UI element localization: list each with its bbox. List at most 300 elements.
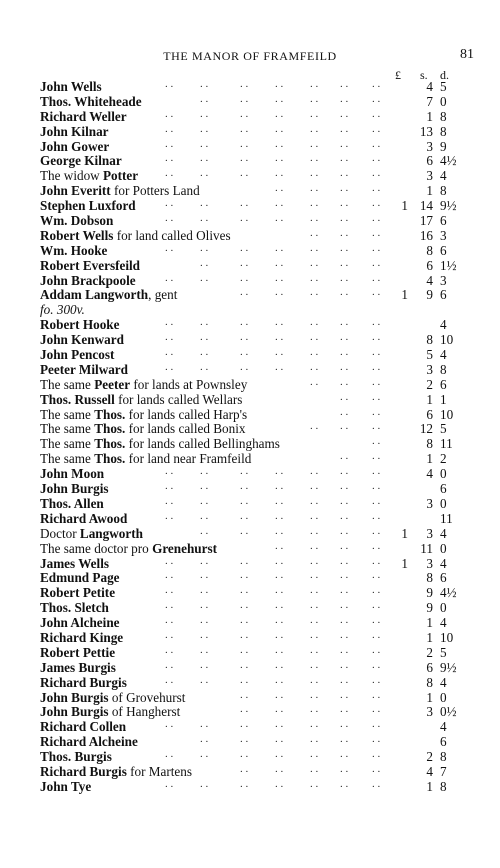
leader-dot: . . xyxy=(372,212,381,225)
leader-dot: . . xyxy=(340,197,349,210)
entry-name xyxy=(40,422,245,437)
leader-dot: . . xyxy=(240,569,249,582)
entry-name xyxy=(40,259,140,274)
leader-dot: . . xyxy=(340,733,349,746)
entry-name-part: Peeter xyxy=(94,376,131,392)
leader-dot: . . xyxy=(372,241,381,254)
pence-value: 8 xyxy=(440,123,447,139)
pence-value: 4 xyxy=(440,347,447,363)
entry-name-part: John Burgis xyxy=(40,704,109,720)
leader-dot: . . xyxy=(200,331,209,344)
leader-dot: . . xyxy=(372,375,381,388)
leader-dot: . . xyxy=(340,673,349,686)
leader-dot: . . xyxy=(200,107,209,120)
entry-name-part: Thos. xyxy=(94,436,126,452)
shillings-value: 8 xyxy=(426,332,433,348)
pence-value: 0 xyxy=(440,495,447,511)
leader-dot: . . xyxy=(275,107,284,120)
leader-dot: . . xyxy=(372,658,381,671)
rent-roll-entry xyxy=(0,92,500,110)
entry-name xyxy=(40,125,109,140)
leader-dot: . . xyxy=(310,524,319,537)
leader-dot: . . xyxy=(340,494,349,507)
leader-dot: . . xyxy=(200,78,209,90)
leader-dot: . . xyxy=(372,688,381,701)
leader-dot: . . xyxy=(240,703,249,716)
leader-dot: . . xyxy=(240,688,249,701)
leader-dot: . . xyxy=(310,316,319,329)
leader-dot: . . xyxy=(275,92,284,105)
leader-dot: . . xyxy=(310,331,319,344)
entry-name xyxy=(40,184,200,199)
pounds-value: 1 xyxy=(401,198,408,214)
leader-dot: . . xyxy=(275,509,284,522)
pence-value: 1 xyxy=(440,391,447,407)
entry-name xyxy=(40,408,247,423)
leader-dot: . . xyxy=(200,777,209,790)
shillings-value: 17 xyxy=(419,213,433,229)
leader-dot: . . xyxy=(200,599,209,612)
leader-dot: . . xyxy=(310,212,319,225)
leader-dot: . . xyxy=(240,271,249,284)
leader-dot: . . xyxy=(275,346,284,359)
leader-dot: . . xyxy=(165,78,174,90)
entry-name-part: Thos. Russell xyxy=(40,391,115,407)
leader-dot: . . xyxy=(340,405,349,418)
leader-dot: . . xyxy=(372,599,381,612)
pence-column-header: d. xyxy=(440,68,449,82)
rent-roll-entry xyxy=(0,154,500,169)
rent-roll-entry xyxy=(0,524,500,542)
leader-dot: . . xyxy=(310,271,319,284)
shillings-value: 9 xyxy=(426,600,433,616)
leader-dot: . . xyxy=(240,316,249,329)
leader-dot: . . xyxy=(310,569,319,582)
leader-dot: . . xyxy=(275,331,284,344)
leader-dot: . . xyxy=(340,658,349,671)
rent-roll-entry xyxy=(0,467,500,482)
leader-dot: . . xyxy=(200,554,209,567)
leader-dot: . . xyxy=(240,286,249,299)
pence-value: 6 xyxy=(440,734,447,750)
entry-name xyxy=(40,393,242,408)
leader-dot: . . xyxy=(240,658,249,671)
shillings-value: 6 xyxy=(426,153,433,169)
leader-dot: . . xyxy=(275,494,284,507)
leader-dot: . . xyxy=(340,509,349,522)
shillings-value: 3 xyxy=(426,704,433,720)
leader-dot: . . xyxy=(372,703,381,716)
entry-name xyxy=(40,95,142,110)
entry-name xyxy=(40,244,107,259)
leader-dot: . . xyxy=(340,316,349,329)
entry-name-part: Richard Alcheine xyxy=(40,734,138,750)
leader-dot: . . xyxy=(310,346,319,359)
entry-name-part: Robert Hooke xyxy=(40,317,120,333)
pence-value: 11 xyxy=(440,436,453,452)
leader-dot: . . xyxy=(340,614,349,627)
rent-roll-entry xyxy=(0,122,500,140)
entry-name-part: John Wells xyxy=(40,79,102,94)
leader-dot: . . xyxy=(310,733,319,746)
leader-dot: . . xyxy=(240,137,249,150)
leader-dot: . . xyxy=(275,673,284,686)
entry-name xyxy=(40,348,114,363)
leader-dot: . . xyxy=(200,137,209,150)
entry-name-part: Peeter Milward xyxy=(40,361,128,377)
leader-dot: . . xyxy=(275,316,284,329)
leader-dot: . . xyxy=(275,241,284,254)
leader-dot: . . xyxy=(240,241,249,254)
leader-dot: . . xyxy=(165,643,174,656)
entry-name xyxy=(40,646,115,661)
entry-name xyxy=(40,80,102,95)
leader-dot: . . xyxy=(310,539,319,552)
leader-dot: . . xyxy=(372,614,381,627)
pounds-value: 1 xyxy=(401,525,408,541)
rent-roll-entry xyxy=(0,199,500,214)
leader-dot: . . xyxy=(200,494,209,507)
rent-roll-entry xyxy=(0,241,500,259)
entry-name xyxy=(40,303,85,318)
shillings-value: 3 xyxy=(426,495,433,511)
leader-dot: . . xyxy=(200,92,209,105)
entry-name-part: The same doctor pro xyxy=(40,540,153,556)
leader-dot: . . xyxy=(200,584,209,597)
entry-name-part: The same xyxy=(40,421,95,437)
entry-name-part: James Burgis xyxy=(40,659,116,675)
rent-roll-entry xyxy=(0,390,500,408)
leader-dot: . . xyxy=(275,78,284,90)
leader-dot: . . xyxy=(372,271,381,284)
leader-dot: . . xyxy=(165,122,174,135)
rent-roll-entry xyxy=(0,288,500,303)
leader-dot: . . xyxy=(340,92,349,105)
entry-name-part: Thos. xyxy=(94,406,126,422)
shillings-value: 3 xyxy=(426,138,433,154)
leader-dot: . . xyxy=(165,599,174,612)
rent-roll-entry xyxy=(0,750,500,765)
entry-name-part: , gent xyxy=(148,287,178,303)
leader-dot: . . xyxy=(310,137,319,150)
pounds-value: 1 xyxy=(401,287,408,303)
shillings-value: 4 xyxy=(426,79,433,94)
rent-roll-entry xyxy=(0,318,500,333)
leader-dot: . . xyxy=(275,212,284,225)
entry-name-part: for Potters Land xyxy=(110,183,200,199)
leader-dot: . . xyxy=(275,599,284,612)
rent-roll-entry xyxy=(0,333,500,348)
leader-dot: . . xyxy=(340,718,349,731)
entry-name xyxy=(40,214,113,229)
leader-dot: . . xyxy=(240,107,249,120)
leader-dot: . . xyxy=(275,539,284,552)
leader-dot: . . xyxy=(372,480,381,493)
entry-name-part: Thos. Sletch xyxy=(40,600,109,616)
entry-name xyxy=(40,318,119,333)
leader-dot: . . xyxy=(275,197,284,210)
leader-dot: . . xyxy=(340,375,349,388)
shillings-value: 2 xyxy=(426,376,433,392)
leader-dot: . . xyxy=(340,107,349,120)
leader-dot: . . xyxy=(275,777,284,790)
leader-dot: . . xyxy=(165,554,174,567)
leader-dot: . . xyxy=(165,346,174,359)
leader-dot: . . xyxy=(372,494,381,507)
leader-dot: . . xyxy=(372,346,381,359)
leader-dot: . . xyxy=(275,658,284,671)
pounds-column-header: £ xyxy=(395,68,401,82)
leader-dot: . . xyxy=(340,643,349,656)
pence-value: 6 xyxy=(440,213,447,229)
rent-roll-entry xyxy=(0,628,500,646)
leader-dot: . . xyxy=(372,360,381,373)
leader-dot: . . xyxy=(340,688,349,701)
entry-name-part: John Moon xyxy=(40,466,105,482)
entry-name xyxy=(40,601,109,616)
leader-dot: . . xyxy=(165,628,174,641)
leader-dot: . . xyxy=(340,331,349,344)
pence-value: 4 xyxy=(440,168,447,184)
leader-dot: . . xyxy=(310,777,319,790)
leader-dot: . . xyxy=(200,241,209,254)
shillings-value: 13 xyxy=(419,123,433,139)
shillings-value: 1 xyxy=(426,108,433,124)
leader-dot: . . xyxy=(310,748,319,761)
leader-dot: . . xyxy=(310,78,319,90)
leader-dot: . . xyxy=(165,673,174,686)
entry-name-part: John Tye xyxy=(40,778,92,794)
leader-dot: . . xyxy=(240,777,249,790)
pounds-value: 1 xyxy=(401,555,408,571)
rent-roll-entry xyxy=(0,643,500,661)
leader-dot: . . xyxy=(165,137,174,150)
leader-dot: . . xyxy=(340,569,349,582)
leader-dot: . . xyxy=(200,673,209,686)
leader-dot: . . xyxy=(165,167,174,180)
shillings-value: 8 xyxy=(426,436,433,452)
leader-dot: . . xyxy=(372,316,381,329)
leader-dot: . . xyxy=(310,226,319,239)
leader-dot: . . xyxy=(340,465,349,478)
leader-dot: . . xyxy=(275,733,284,746)
entry-name-part: for land called Olives xyxy=(113,227,231,243)
rent-roll-list xyxy=(0,80,500,795)
leader-dot: . . xyxy=(340,152,349,165)
leader-dot: . . xyxy=(200,316,209,329)
entry-name-part: The same xyxy=(40,436,95,452)
rent-roll-entry xyxy=(0,586,500,601)
shillings-value: 3 xyxy=(426,361,433,377)
entry-name-part: Richard Weller xyxy=(40,108,127,124)
pence-value: 5 xyxy=(440,79,447,94)
pence-value: 1½ xyxy=(440,257,457,273)
entry-name-part: Richard Burgis xyxy=(40,674,127,690)
leader-dot: . . xyxy=(240,748,249,761)
pence-value: 4 xyxy=(440,674,447,690)
leader-dot: . . xyxy=(372,673,381,686)
rent-roll-entry xyxy=(0,226,500,244)
shillings-value: 2 xyxy=(426,749,433,765)
entry-name xyxy=(40,691,185,706)
entry-name xyxy=(40,512,127,527)
shillings-value: 9 xyxy=(426,585,433,601)
entry-name-part: Wm. Hooke xyxy=(40,242,108,258)
entry-name xyxy=(40,705,180,720)
leader-dot: . . xyxy=(310,643,319,656)
pence-value: 0½ xyxy=(440,704,457,720)
pence-value: 4 xyxy=(440,719,447,735)
entry-name-part: John Kilnar xyxy=(40,123,109,139)
rent-roll-entry xyxy=(0,494,500,512)
leader-dot: . . xyxy=(275,152,284,165)
leader-dot: . . xyxy=(340,122,349,135)
leader-dot: . . xyxy=(340,226,349,239)
entry-name xyxy=(40,363,128,378)
shillings-value: 4 xyxy=(426,466,433,482)
leader-dot: . . xyxy=(372,777,381,790)
entry-name xyxy=(40,274,136,289)
shillings-value: 6 xyxy=(426,406,433,422)
leader-dot: . . xyxy=(275,182,284,195)
rent-roll-entry xyxy=(0,169,500,184)
leader-dot: . . xyxy=(310,256,319,269)
rent-roll-entry xyxy=(0,256,500,274)
entry-name xyxy=(40,631,123,646)
leader-dot: . . xyxy=(275,167,284,180)
entry-name xyxy=(40,676,127,691)
leader-dot: . . xyxy=(240,256,249,269)
rent-roll-entry xyxy=(0,348,500,363)
entry-name-part: for lands called Bellinghams xyxy=(125,436,280,452)
leader-dot: . . xyxy=(372,628,381,641)
entry-name-part: Robert Eversfeild xyxy=(40,257,140,273)
rent-roll-entry xyxy=(0,271,500,289)
shillings-value: 16 xyxy=(419,227,433,243)
entry-name-part: The same xyxy=(40,406,95,422)
leader-dot: . . xyxy=(372,465,381,478)
entry-name-part: The widow xyxy=(40,168,103,184)
pence-value: 2 xyxy=(440,451,447,467)
leader-dot: . . xyxy=(340,137,349,150)
leader-dot: . . xyxy=(240,762,249,775)
leader-dot: . . xyxy=(165,658,174,671)
entry-name-part: John Brackpoole xyxy=(40,272,136,288)
leader-dot: . . xyxy=(340,212,349,225)
entry-name-part: Thos. Allen xyxy=(40,495,104,511)
rent-roll-entry xyxy=(0,554,500,572)
entry-name-part: Thos. xyxy=(94,451,126,467)
pence-value: 6 xyxy=(440,242,447,258)
leader-dot: . . xyxy=(372,584,381,597)
leader-dot: . . xyxy=(372,718,381,731)
leader-dot: . . xyxy=(165,614,174,627)
leader-dot: . . xyxy=(240,733,249,746)
entry-name xyxy=(40,482,109,497)
pence-value: 10 xyxy=(440,629,454,645)
leader-dot: . . xyxy=(240,480,249,493)
leader-dot: . . xyxy=(372,524,381,537)
pence-value: 6 xyxy=(440,481,447,497)
shillings-value: 1 xyxy=(426,778,433,794)
rent-roll-entry xyxy=(0,616,500,631)
rent-roll-entry xyxy=(0,303,500,318)
rent-roll-entry xyxy=(0,658,500,676)
leader-dot: . . xyxy=(310,658,319,671)
entry-name xyxy=(40,750,112,765)
leader-dot: . . xyxy=(310,554,319,567)
leader-dot: . . xyxy=(372,92,381,105)
leader-dot: . . xyxy=(310,614,319,627)
leader-dot: . . xyxy=(310,509,319,522)
entry-name-part: John Burgis xyxy=(40,481,109,497)
leader-dot: . . xyxy=(310,152,319,165)
entry-name-part: for lands called Harp's xyxy=(125,406,248,422)
rent-roll-entry xyxy=(0,777,500,795)
leader-dot: . . xyxy=(165,152,174,165)
shillings-value: 5 xyxy=(426,347,433,363)
leader-dot: . . xyxy=(200,509,209,522)
pence-value: 3 xyxy=(440,272,447,288)
leader-dot: . . xyxy=(165,718,174,731)
leader-dot: . . xyxy=(372,569,381,582)
entry-name xyxy=(40,467,104,482)
shillings-value: 8 xyxy=(426,570,433,586)
leader-dot: . . xyxy=(200,167,209,180)
leader-dot: . . xyxy=(240,673,249,686)
pence-value: 5 xyxy=(440,644,447,660)
leader-dot: . . xyxy=(200,718,209,731)
entry-name-part: Thos. Whiteheade xyxy=(40,93,142,109)
leader-dot: . . xyxy=(340,539,349,552)
leader-dot: . . xyxy=(275,762,284,775)
leader-dot: . . xyxy=(372,539,381,552)
pence-value: 8 xyxy=(440,108,447,124)
leader-dot: . . xyxy=(165,271,174,284)
leader-dot: . . xyxy=(372,733,381,746)
leader-dot: . . xyxy=(340,420,349,433)
leader-dot: . . xyxy=(310,673,319,686)
leader-dot: . . xyxy=(240,554,249,567)
leader-dot: . . xyxy=(310,688,319,701)
leader-dot: . . xyxy=(340,703,349,716)
leader-dot: . . xyxy=(165,197,174,210)
rent-roll-entry xyxy=(0,688,500,706)
pence-value: 8 xyxy=(440,361,447,377)
entry-name-part: fo. 300v. xyxy=(40,302,85,318)
leader-dot: . . xyxy=(165,212,174,225)
leader-dot: . . xyxy=(372,509,381,522)
entry-name xyxy=(40,780,91,795)
leader-dot: . . xyxy=(310,494,319,507)
entry-name-part: Edmund Page xyxy=(40,570,120,586)
leader-dot: . . xyxy=(240,212,249,225)
leader-dot: . . xyxy=(372,450,381,463)
shillings-value: 1 xyxy=(426,391,433,407)
entry-name-part: Langworth xyxy=(79,525,143,541)
entry-name-part: James Wells xyxy=(40,555,109,571)
leader-dot: . . xyxy=(275,271,284,284)
leader-dot: . . xyxy=(310,122,319,135)
leader-dot: . . xyxy=(200,360,209,373)
shillings-value: 9 xyxy=(426,287,433,303)
pence-value: 8 xyxy=(440,778,447,794)
pence-value: 4 xyxy=(440,615,447,631)
leader-dot: . . xyxy=(240,78,249,90)
leader-dot: . . xyxy=(165,494,174,507)
rent-roll-entry xyxy=(0,360,500,378)
leader-dot: . . xyxy=(240,599,249,612)
